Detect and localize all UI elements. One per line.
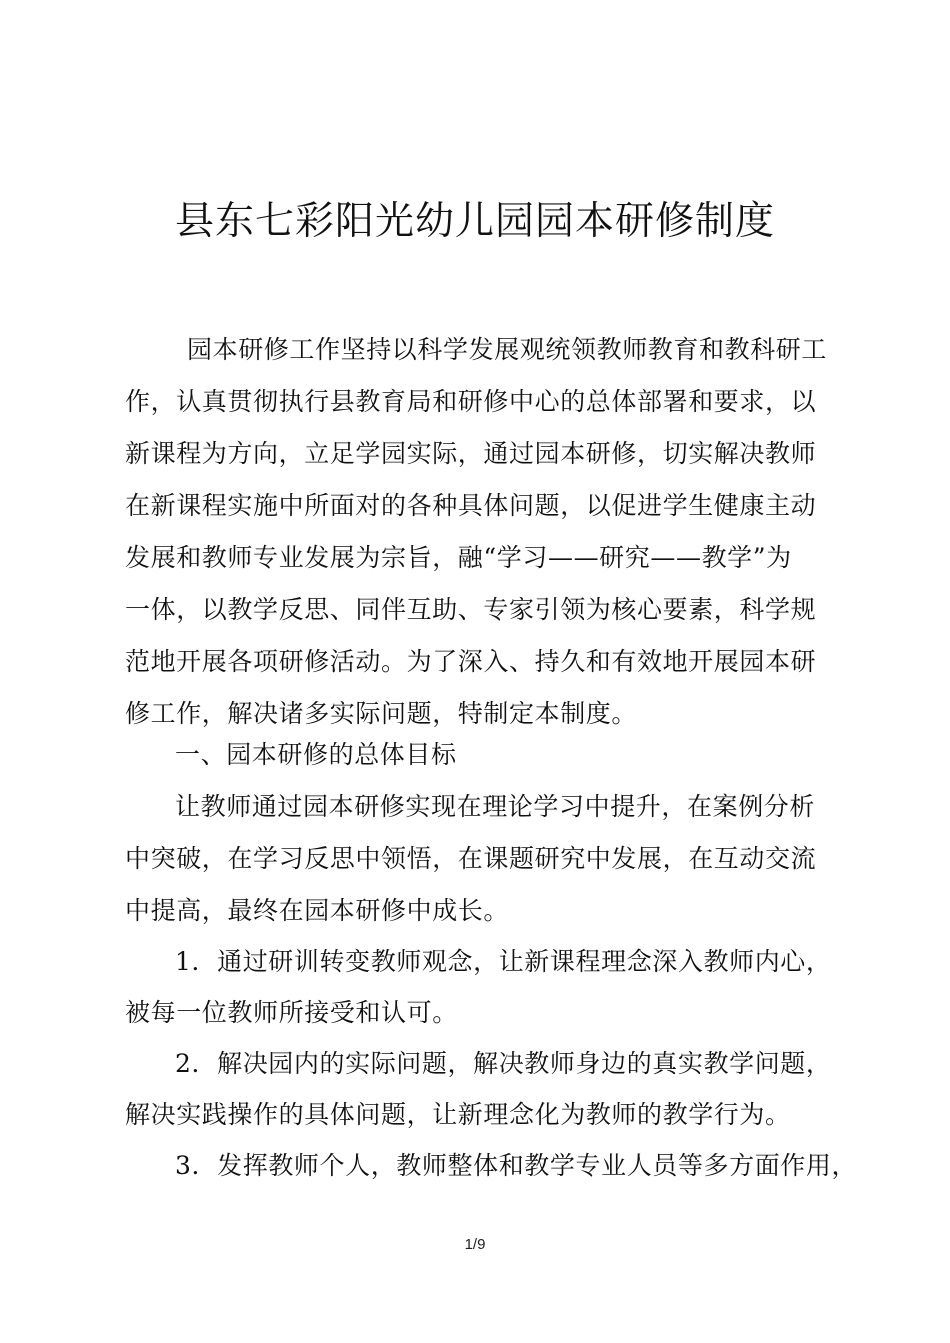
page-number: 1/9 [464,1236,486,1253]
section-1-heading: 一、园本研修的总体目标 [175,740,457,769]
item-1-line-1: 1．通过研训转变教师观念，让新课程理念深入教师内心， [175,947,832,976]
intro-line-2: 作，认真贯彻执行县教育局和研修中心的总体部署和要求，以 [125,387,817,416]
intro-line-5: 发展和教师专业发展为宗旨，融“学习——研究——教学”为 [125,543,792,572]
document-title: 县东七彩阳光幼儿园园本研修制度 [174,199,775,244]
item-2-line-1: 2．解决园内的实际问题，解决教师身边的真实教学问题， [175,1049,832,1078]
item-1-line-2: 被每一位教师所接受和认可。 [125,998,458,1027]
intro-line-3: 新课程为方向，立足学园实际，通过园本研修，切实解决教师 [125,439,817,468]
intro-line-7: 范地开展各项研修活动。为了深入、持久和有效地开展园本研 [125,647,817,676]
section-1-line-1: 让教师通过园本研修实现在理论学习中提升，在案例分析 [175,792,816,821]
intro-line-1: 园本研修工作坚持以科学发展观统领教师教育和教科研工 [187,335,828,364]
intro-line-8: 修工作，解决诸多实际问题，特制定本制度。 [125,699,638,728]
section-1-line-3: 中提高，最终在园本研修中成长。 [125,896,510,925]
item-3-line-1: 3．发挥教师个人，教师整体和教学专业人员等多方面作用， [175,1151,858,1180]
intro-line-6: 一体，以教学反思、同伴互助、专家引领为核心要素，科学规 [125,595,817,624]
section-1-line-2: 中突破，在学习反思中领悟，在课题研究中发展，在互动交流 [125,844,817,873]
item-2-line-2: 解决实践操作的具体问题，让新理念化为教师的教学行为。 [125,1100,791,1129]
intro-line-4: 在新课程实施中所面对的各种具体问题，以促进学生健康主动 [125,491,817,520]
